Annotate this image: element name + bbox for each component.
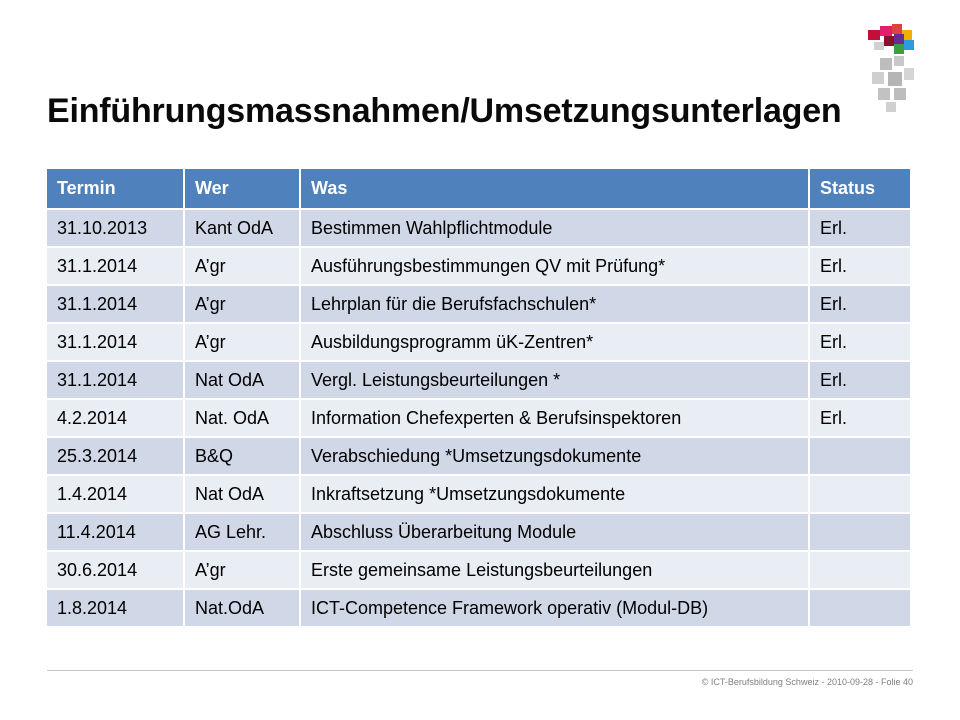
cell-status: [809, 475, 911, 513]
table-row: [47, 285, 911, 323]
cell-was: Verabschiedung *Umsetzungsdokumente: [300, 437, 809, 475]
table-header-row: [47, 169, 911, 209]
cell-wer: Nat OdA: [184, 361, 300, 399]
cell-status: [809, 551, 911, 589]
cell-status: Erl.: [809, 399, 911, 437]
cell-was: Vergl. Leistungsbeurteilungen *: [300, 361, 809, 399]
table-row: [47, 437, 911, 475]
column-header-was: Was: [300, 169, 809, 209]
cell-status: Erl.: [809, 209, 911, 247]
cell-termin: 1.8.2014: [47, 589, 184, 627]
footer-text: © ICT-Berufsbildung Schweiz - 2010-09-28 - Folie 40: [701, 677, 913, 687]
schedule-table: [47, 169, 912, 628]
table-row: [47, 475, 911, 513]
cell-termin: 30.6.2014: [47, 551, 184, 589]
cell-was: Abschluss Überarbeitung Module: [300, 513, 809, 551]
cell-was: ICT-Competence Framework operativ (Modul-DB): [300, 589, 809, 627]
cell-wer: Nat OdA: [184, 475, 300, 513]
cell-wer: A’gr: [184, 323, 300, 361]
cell-was: Ausbildungsprogramm üK-Zentren*: [300, 323, 809, 361]
cell-wer: Nat.OdA: [184, 589, 300, 627]
cell-termin: 25.3.2014: [47, 437, 184, 475]
cell-was: Information Chefexperten & Berufsinspektoren: [300, 399, 809, 437]
cell-termin: 4.2.2014: [47, 399, 184, 437]
cell-status: [809, 513, 911, 551]
table-row: [47, 209, 911, 247]
cell-termin: 31.10.2013: [47, 209, 184, 247]
table-row: [47, 513, 911, 551]
cell-termin: 1.4.2014: [47, 475, 184, 513]
table-row: [47, 589, 911, 627]
cell-wer: A’gr: [184, 247, 300, 285]
cell-was: Bestimmen Wahlpflichtmodule: [300, 209, 809, 247]
column-header-status: Status: [809, 169, 911, 209]
cell-termin: 31.1.2014: [47, 323, 184, 361]
cell-status: Erl.: [809, 361, 911, 399]
table-row: [47, 323, 911, 361]
table-row: [47, 361, 911, 399]
cell-was: Lehrplan für die Berufsfachschulen*: [300, 285, 809, 323]
cell-status: [809, 589, 911, 627]
table-row: [47, 551, 911, 589]
cell-was: Inkraftsetzung *Umsetzungsdokumente: [300, 475, 809, 513]
cell-status: Erl.: [809, 323, 911, 361]
cell-status: [809, 437, 911, 475]
column-header-wer: Wer: [184, 169, 300, 209]
column-header-termin: Termin: [47, 169, 184, 209]
cell-termin: 31.1.2014: [47, 247, 184, 285]
cell-termin: 31.1.2014: [47, 361, 184, 399]
footer-divider: [47, 670, 913, 671]
cell-status: Erl.: [809, 247, 911, 285]
cell-wer: Kant OdA: [184, 209, 300, 247]
table-row: [47, 247, 911, 285]
cell-wer: AG Lehr.: [184, 513, 300, 551]
cell-was: Erste gemeinsame Leistungsbeurteilungen: [300, 551, 809, 589]
cell-termin: 31.1.2014: [47, 285, 184, 323]
cell-was: Ausführungsbestimmungen QV mit Prüfung*: [300, 247, 809, 285]
cell-wer: A’gr: [184, 285, 300, 323]
cell-status: Erl.: [809, 285, 911, 323]
table-row: [47, 399, 911, 437]
cell-termin: 11.4.2014: [47, 513, 184, 551]
slide-title: Einführungsmassnahmen/Umsetzungsunterlagen: [47, 92, 842, 130]
cell-wer: A’gr: [184, 551, 300, 589]
cell-wer: B&Q: [184, 437, 300, 475]
cell-wer: Nat. OdA: [184, 399, 300, 437]
ict-logo-icon: [858, 20, 926, 120]
